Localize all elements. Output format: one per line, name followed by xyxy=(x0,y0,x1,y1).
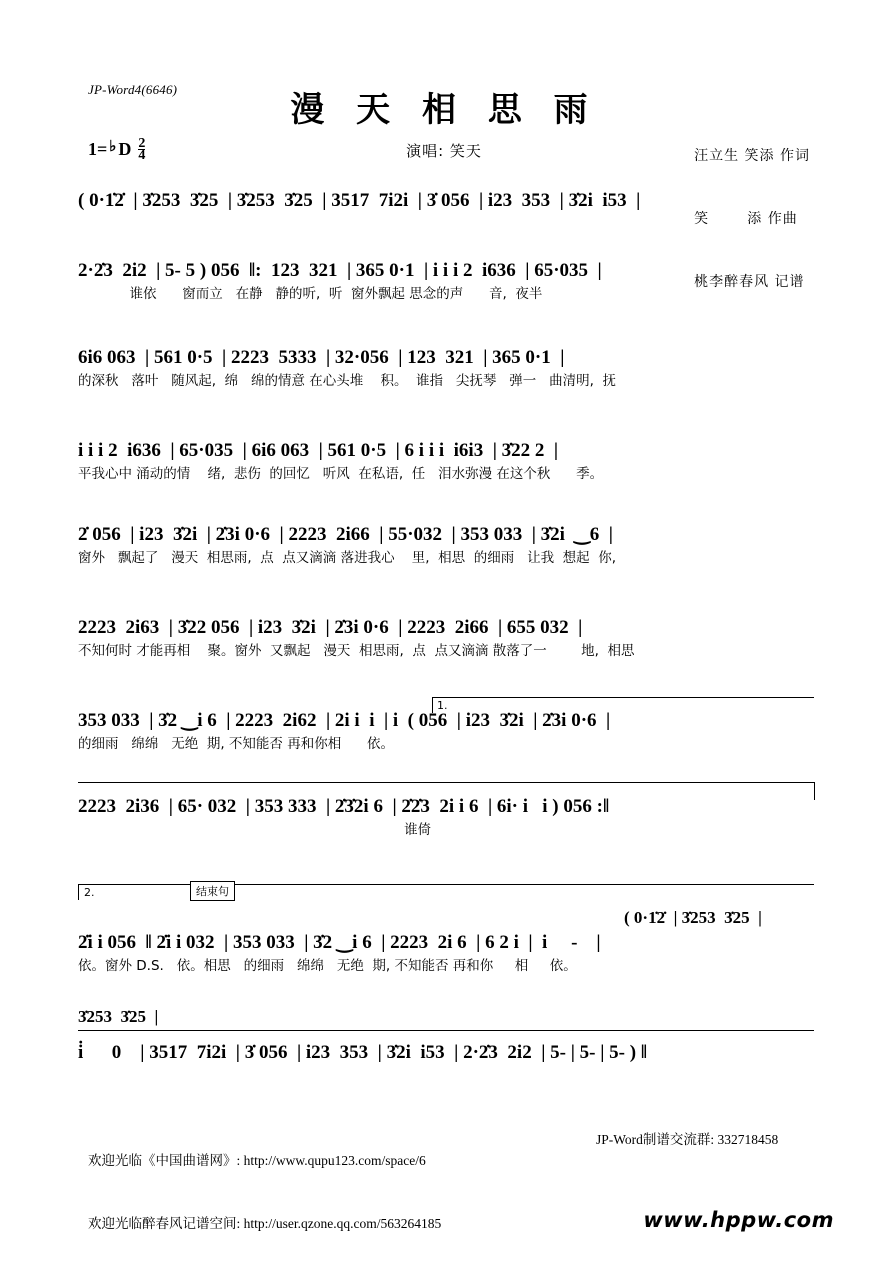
page-title: 漫 天 相 思 雨 xyxy=(290,90,598,130)
ending-2-tick xyxy=(78,884,79,900)
ending-1-bracket xyxy=(432,697,814,698)
staff-system-4 xyxy=(78,438,818,484)
lyric-line: 不知何时 才能再相 聚。窗外 又飘起 漫天 相思雨, 点 点又滴滴 散落了一 地, 相思 xyxy=(78,643,635,659)
lyric-line: 的细雨 绵绵 无绝 期, 不知能否 再和你相 依。 xyxy=(78,736,394,752)
lyric-line: 谁依 窗而立 在静 静的听, 听 窗外飘起 思念的声 音, 夜半 xyxy=(78,286,543,302)
system-11-rule xyxy=(78,1030,814,1031)
coda-label: 结束句 xyxy=(190,881,235,901)
footer-links xyxy=(88,1108,441,1276)
document-code: JP-Word4(6646) xyxy=(88,82,178,97)
staff-system-9 xyxy=(78,930,818,976)
staff-system-2 xyxy=(78,258,818,304)
ending-2-rule xyxy=(78,884,814,885)
key-letter: D xyxy=(118,139,132,159)
credit-composer: 笑 添 作曲 xyxy=(694,211,798,227)
staff-system-8 xyxy=(78,794,818,840)
lyric-line: 谁倚 xyxy=(78,822,432,838)
footer-group-info: JP-Word制谱交流群: 332718458 xyxy=(596,1132,779,1147)
site-watermark: www.hppw.com xyxy=(643,1208,834,1232)
staff-system-7 xyxy=(78,708,818,754)
lyric-line: 依。窗外 D.S. 依。相思 的细雨 绵绵 无绝 期, 不知能否 再和你 相 依。 xyxy=(78,958,577,974)
meter-numerator: 2 xyxy=(138,136,146,151)
staff-system-5 xyxy=(78,522,818,568)
time-signature xyxy=(138,138,145,161)
meter-denominator: 4 xyxy=(138,148,146,163)
staff-system-6 xyxy=(78,615,818,661)
credit-transcriber: 桃李醉春风 记谱 xyxy=(694,274,805,290)
key-label: 1= xyxy=(88,139,108,159)
ending-2-label: 2. xyxy=(84,886,95,899)
notation-line: i i i 2 i636 | 65·035 | 6i6 063 | 561 0·5 | 6 i i i i6i3 | 3̇22 2 | xyxy=(78,440,559,461)
staff-system-11 xyxy=(78,1040,818,1066)
notation-line: ( 0·1̇2̇ | 3̇253 3̇25 | xyxy=(624,908,762,927)
singer-label: 演唱: 笑天 xyxy=(406,142,482,160)
staff-system-1 xyxy=(78,188,818,214)
system-8-top-rule xyxy=(78,782,814,783)
key-signature xyxy=(88,138,145,161)
credit-lyricist: 汪立生 笑添 作词 xyxy=(694,148,810,164)
notation-line: 2223 2i63 | 3̇22 056 | i23 3̇2i | 2̇3i 0·6 | 2223 2i66 | 655 032 | xyxy=(78,617,583,638)
staff-system-3 xyxy=(78,345,818,391)
staff-system-10 xyxy=(78,1004,818,1030)
notation-line: i̇ 0 | 3517 7i2i | 3̇ 056 | i23 353 | 3̇2i i53 | 2·2̇3 2i2 | 5- | 5- | 5- ) ‖ xyxy=(78,1042,647,1063)
notation-line: 3̇253 3̇25 | xyxy=(78,1007,159,1026)
notation-line: 2223 2i36 | 65· 032 | 353 333 | 2̇3̇2i 6 | 2̇2̇3 2i i 6 | 6i· i i ) 056 :‖ xyxy=(78,796,610,817)
footer-line-1: 欢迎光临《中国曲谱网》: http://www.qupu123.com/space/6 xyxy=(88,1153,426,1168)
lyric-line: 窗外 飘起了 漫天 相思雨, 点 点又滴滴 落进我心 里, 相思 的细雨 让我 想起 你, xyxy=(78,550,617,566)
notation-line: 353 033 | 3̇2 ‿i 6 | 2223 2i62 | 2i i i | i ( 056 | i23 3̇2i | 2̇3i 0·6 | xyxy=(78,710,611,731)
footer-line-2: 欢迎光临醉春风记谱空间: http://user.qzone.qq.com/563264185 xyxy=(88,1216,442,1231)
notation-line: ( 0·1̇2̇ | 3̇253 3̇25 | 3̇253 3̇25 | 3517 7i2i | 3̇ 056 | i23 353 | 3̇2i i53 | xyxy=(78,190,641,211)
flat-icon: ♭ xyxy=(109,139,117,155)
lyric-line: 的深秋 落叶 随风起, 绵 绵的情意 在心头堆 积。 谁指 尖抚琴 弹一 曲清明, 抚 xyxy=(78,373,617,389)
notation-line: 2̇i i 056 ‖ 2̇i i 032 | 353 033 | 3̇2 ‿i 6 | 2223 2i 6 | 6 2 i | i - | xyxy=(78,932,601,953)
notation-line: 2·2̇3 2i2 | 5- 5 ) 056 ‖: 123 321 | 365 0·1 | i i i 2 i636 | 65·035 | xyxy=(78,260,602,281)
lyric-line: 平我心中 涌动的情 绪, 悲伤 的回忆 听风 在私语, 任 泪水弥漫 在这个秋 季。 xyxy=(78,466,604,482)
notation-line: 6i6 063 | 561 0·5 | 2223 5333 | 32·056 | 123 321 | 365 0·1 | xyxy=(78,347,565,368)
pickup-fragment xyxy=(624,905,824,931)
ending-1-label: 1. xyxy=(437,699,448,712)
notation-line: 2̇ 056 | i23 3̇2i | 2̇3i 0·6 | 2223 2i66 | 55·032 | 353 033 | 3̇2i ‿6 | xyxy=(78,524,613,545)
